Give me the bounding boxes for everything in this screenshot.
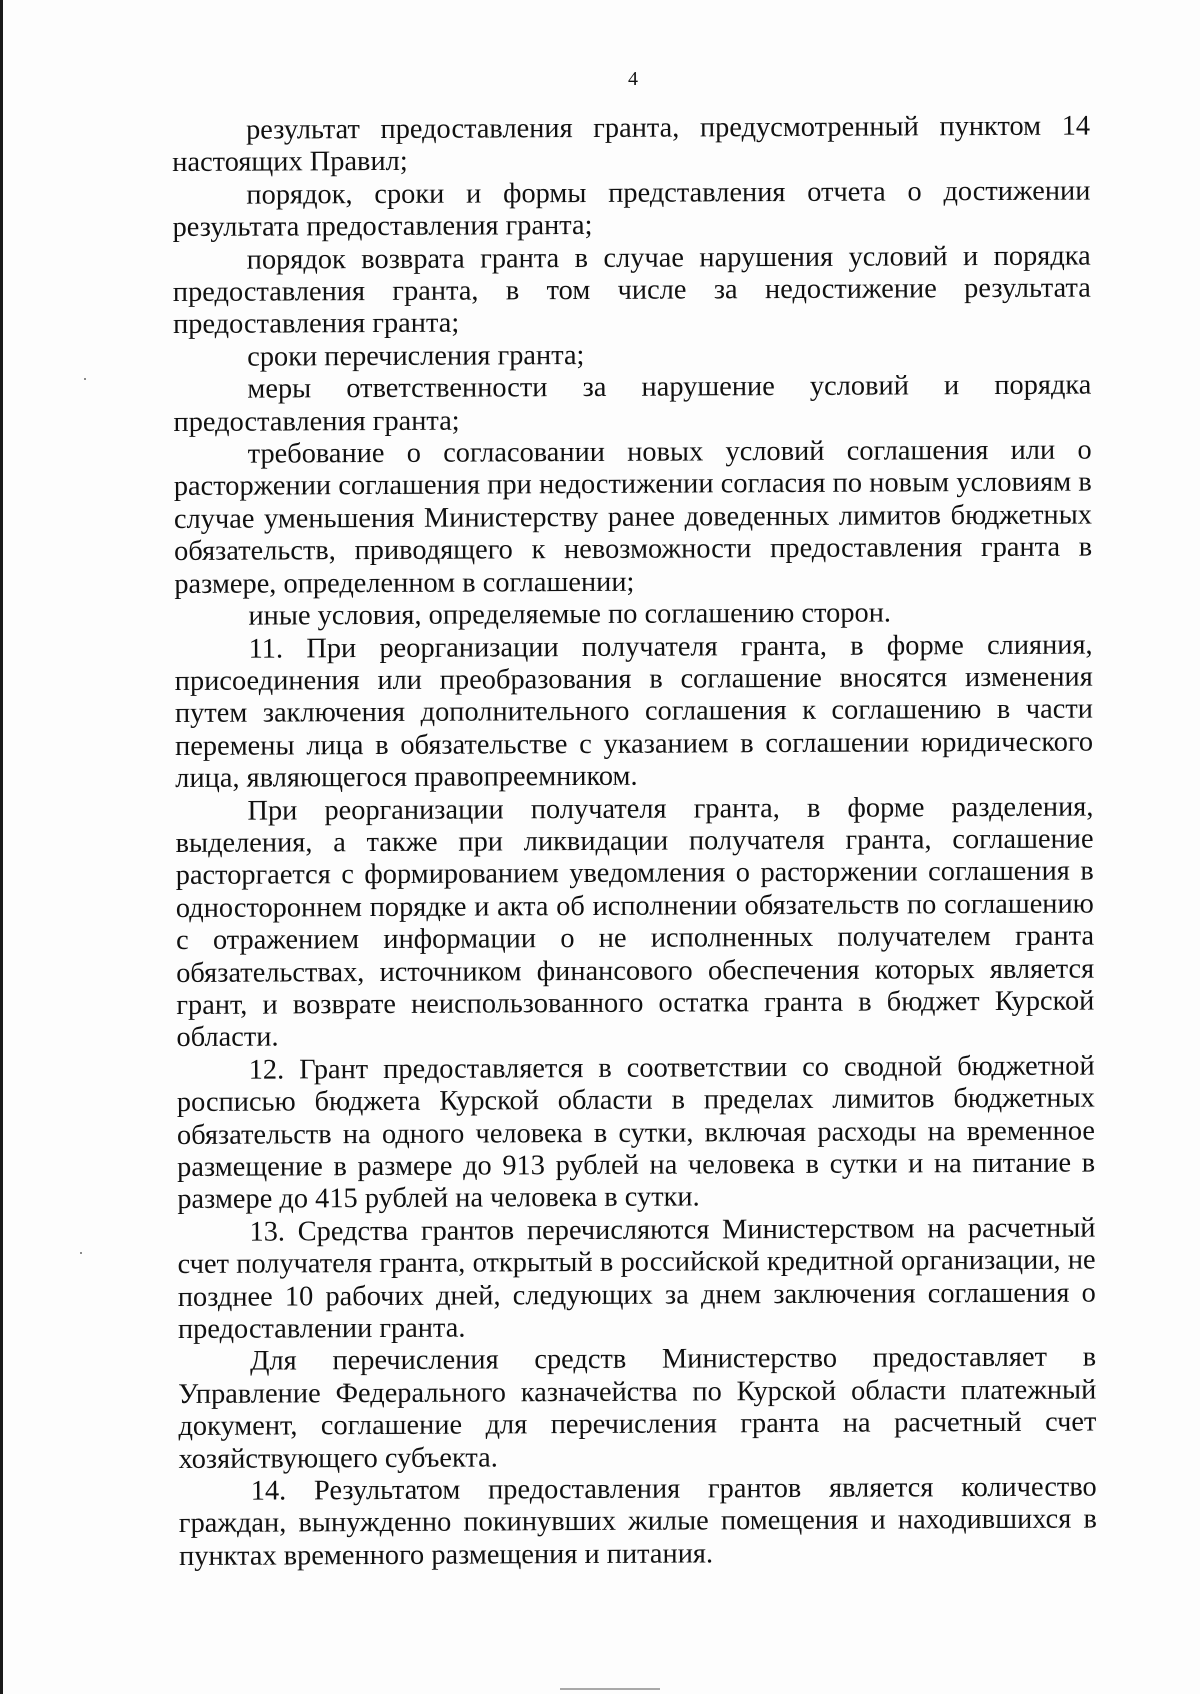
scan-bottom-mark	[560, 1688, 660, 1690]
scan-speck	[80, 1252, 82, 1254]
paragraph-clause-12: 12. Грант предоставляется в соответствии со сводной бюджетной росписью бюджета Курской области в пределах лимитов бюджетных обязательств на одного человека в сутки, включая расходы на временное размещение в размере до 913 рублей на человека в сутки и на питание в размере до 415 рублей на человека в сутки.	[176, 1050, 1096, 1216]
paragraph-clause-14: 14. Результатом предоставления грантов является количество граждан, вынужденно покинувших жилые помещения и находившихся в пунктах временного размещения и питания.	[178, 1471, 1097, 1572]
paragraph-clause-11-continued: При реорганизации получателя гранта, в форме разделения, выделения, а также при ликвидации получателя гранта, соглашение расторгается с формированием уведомления о расторжении соглашения в одностороннем порядке и акта об исполнении обязательств по соглашению с отражением информации о не исполненных получателем гранта обязательствах, источником финансового обеспечения которых является грант, и возврате неиспользованного остатка гранта в бюджет Курской области.	[175, 791, 1095, 1054]
paragraph-transfer-terms: сроки перечисления гранта;	[247, 339, 585, 373]
page-number: 4	[628, 68, 638, 90]
paragraph-clause-13: 13. Средства грантов перечисляются Министерством на расчетный счет получателя гранта, открытый в российской кредитной организации, не позднее 10 рабочих дней, следующих за днем заключения соглашения о предоставлении гранта.	[177, 1212, 1096, 1346]
document-body	[172, 111, 1097, 1574]
paragraph-new-terms-requirement: требование о согласовании новых условий соглашения или о расторжении соглашения при недостижении согласия по новым условиям в случае уменьшения Министерству ранее доведенных лимитов бюджетных обязательств, приводящего к невозможности предоставления гранта в размере, определенном в соглашении;	[173, 434, 1093, 600]
paragraph-clause-11: 11. При реорганизации получателя гранта, в форме слияния, присоединения или преобразования в соглашение вносятся изменения путем заключения дополнительного соглашения к соглашению в части перемены лица в обязательстве с указанием в соглашении юридического лица, являющегося правопреемником.	[174, 629, 1094, 795]
paragraph-report-procedure: порядок, сроки и формы представления отчета о достижении результата предоставления гранта;	[172, 175, 1091, 244]
paragraph-return-procedure: порядок возврата гранта в случае нарушения условий и порядка предоставления гранта, в том числе за недостижение результата предоставления гранта;	[172, 240, 1091, 341]
paragraph-grant-result: результат предоставления гранта, предусмотренный пунктом 14 настоящих Правил;	[172, 110, 1091, 179]
paragraph-liability: меры ответственности за нарушение условий и порядка предоставления гранта;	[173, 369, 1092, 438]
scan-speck	[84, 378, 86, 380]
paragraph-other-terms: иные условия, определяемые по соглашению сторон.	[248, 597, 892, 632]
paragraph-clause-13-continued: Для перечисления средств Министерство предоставляет в Управление Федерального казначейства по Курской области платежный документ, соглашение для перечисления гранта на расчетный счет хозяйствующего субъекта.	[178, 1341, 1097, 1475]
scan-left-edge	[0, 0, 3, 1694]
